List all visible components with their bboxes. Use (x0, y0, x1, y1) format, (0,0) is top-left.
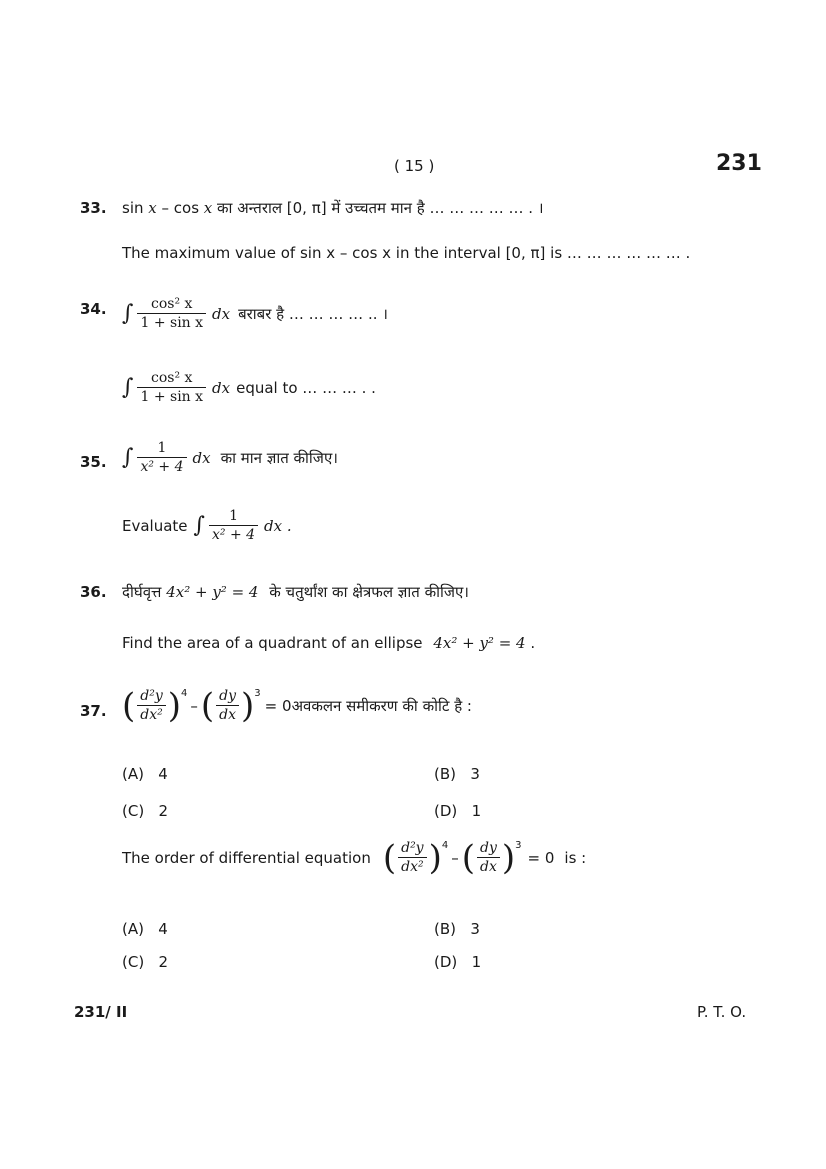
q34-fraction: $\frac{\text{cos² x}}{\text{1 + sin x}}$ (137, 296, 206, 331)
q37-en-option-d: (D) 1 (434, 953, 482, 971)
q36-hindi: दीर्घवृत्त 4x² + y² = 4 के चतुर्थांश का क्षेत्रफल ज्ञात कीजिए। (122, 583, 469, 601)
q34-hindi: ∫ $\frac{\text{cos² x}}{\text{1 + sin x}}$ dx बराबर है … … … … .. । (122, 296, 388, 331)
question-number-34: 34. (80, 300, 107, 318)
question-number-35: 35. (80, 453, 107, 471)
q35-fraction: $\frac{1}{\text{x² + 4}}$ (137, 440, 186, 475)
q34-english: ∫ $\frac{\text{cos² x}}{\text{1 + sin x}}$ dx equal to … … … . . (122, 370, 376, 405)
q37-hi-option-d: (D) 1 (434, 802, 482, 820)
q37-hindi: ( $\frac{\text{d²y}}{\text{dx²}}$ ) 4 – ( $\frac{dy}{dx}$ ) 3 = 0 अवकलन समीकरण की कोटि है : (122, 685, 472, 726)
q35-hindi: ∫ $\frac{1}{\text{x² + 4}}$ dx का मान ज्ञात कीजिए। (122, 440, 338, 475)
q36-english: Find the area of a quadrant of an ellipse 4x² + y² = 4 . (122, 634, 536, 652)
q37-hi-option-a: (A) 4 (122, 765, 168, 783)
q37-en-option-b: (B) 3 (434, 920, 480, 938)
footer-pto: P. T. O. (697, 1003, 747, 1021)
q37-english: The order of differential equation ( $\frac{\text{d²y}}{\text{dx²}}$ ) 4 – ( $\frac{dy}{dx}$ ) 3 = 0 is : (122, 837, 587, 878)
q37-en-option-a: (A) 4 (122, 920, 168, 938)
question-number-33: 33. (80, 199, 107, 217)
ellipse-equation: 4x² + y² = 4 (166, 583, 259, 601)
q37-en-option-c: (C) 2 (122, 953, 169, 971)
paper-code: 231 (716, 151, 762, 176)
question-number-37: 37. (80, 702, 107, 720)
page-number: ( 15 ) (394, 157, 435, 175)
q33-english: The maximum value of sin x – cos x in the interval [0, π] is … … … … … … . (122, 244, 691, 262)
q37-hi-option-b: (B) 3 (434, 765, 480, 783)
question-number-36: 36. (80, 583, 107, 601)
q33-hindi: sin x – cos x का अन्तराल [0, π] में उच्चतम मान है … … … … … . । (122, 199, 544, 217)
footer-paper-code: 231/ II (74, 1003, 128, 1021)
q37-hi-option-c: (C) 2 (122, 802, 169, 820)
q35-english: Evaluate ∫ $\frac{1}{\text{x² + 4}}$ dx . (122, 508, 292, 543)
integral-sign: ∫ (122, 301, 134, 326)
